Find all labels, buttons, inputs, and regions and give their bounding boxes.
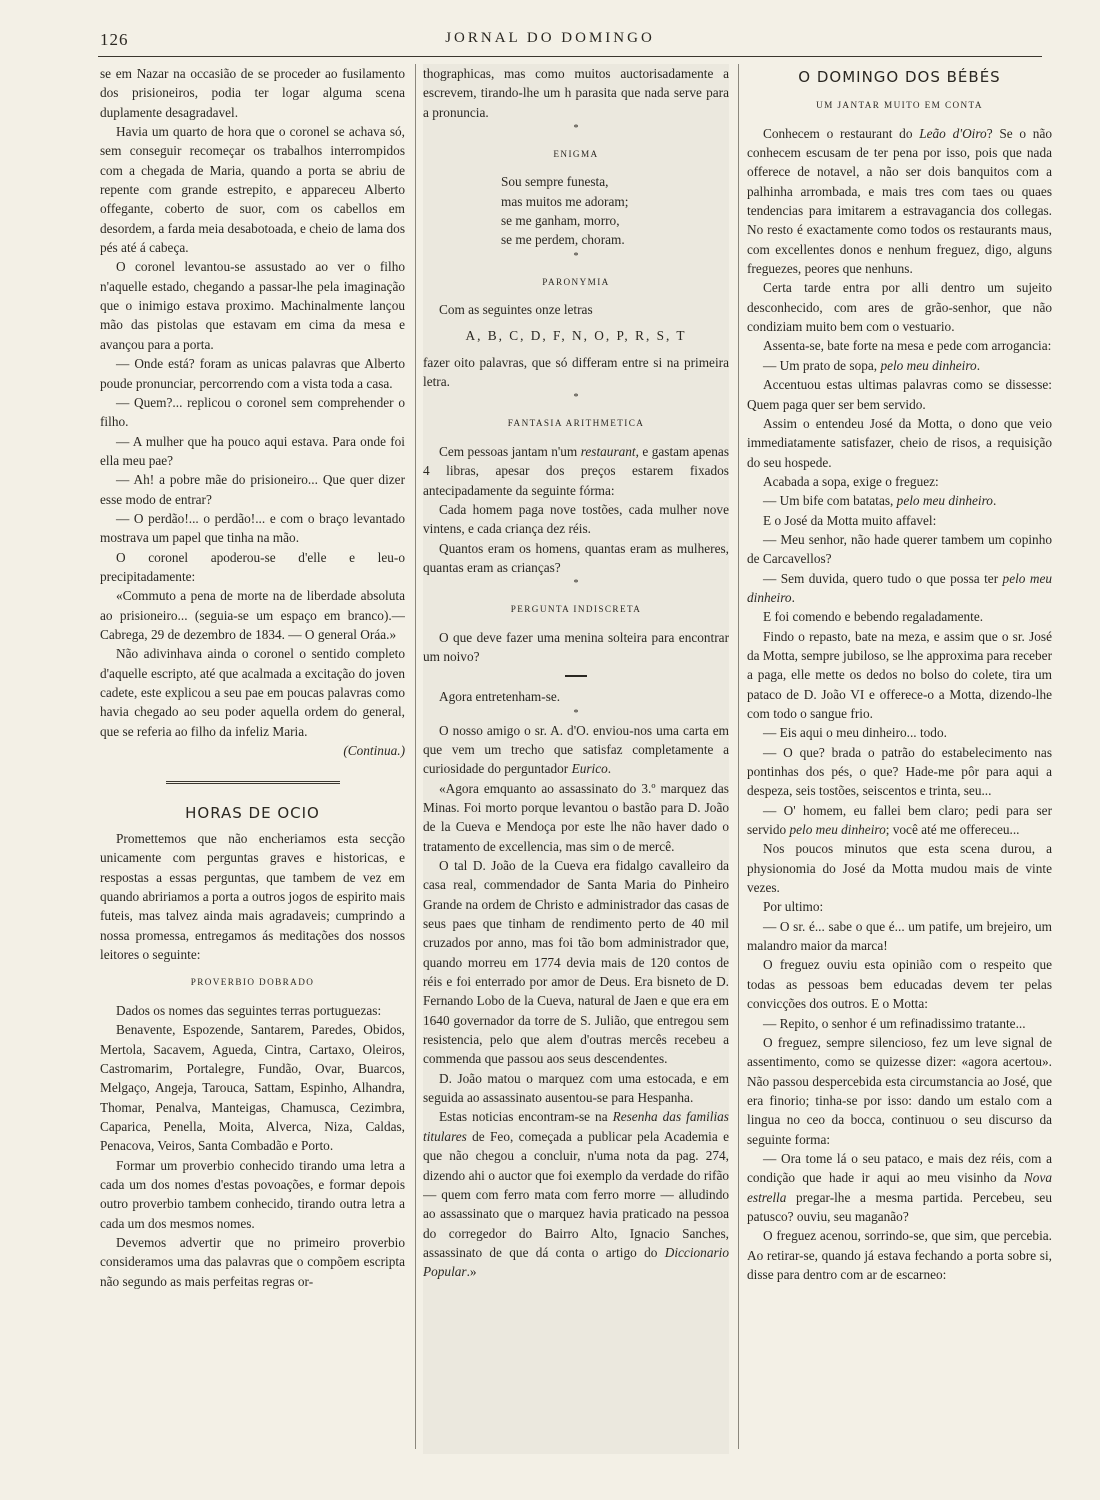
verse-line: se me ganham, morro,: [501, 213, 620, 229]
verse-line: Sou sempre funesta,: [501, 174, 609, 190]
story-paragraph: Certa tarde entra por alli dentro um sujeito desconhecido, com ares de grão-senhor, que não condiziam muito bem com o vestuario.: [747, 280, 1052, 335]
proverb-paragraph: Formar um proverbio conhecido tirando uma letra a cada um dos nomes d'estas povoações, e formar depois outro proverbio tambem conhecido, tirando outra letra a cada um dos mesmos nomes.: [100, 1157, 405, 1231]
running-header: JORNAL DO DOMINGO: [445, 30, 655, 46]
asterisk-separator: *: [573, 707, 579, 719]
story-paragraph: — Um bife com batatas, pelo meu dinheiro.: [763, 493, 997, 509]
story-paragraph: O freguez, sempre silencioso, fez um leve signal de assentimento, como se quizesse dizer: «agora acertou». Não passou despercebida esta circumstancia ao José, que era finorio; tinha-se por isso: dando um estalo com a lingua no ceo da bocca, continuou o seu discurso da seguinte forma:: [747, 1034, 1052, 1147]
puzzle-paragraph: Cem pessoas jantam n'um restaurant, e gastam apenas 4 libras, apesar dos preços estarem fixados antecipadamente da seguinte fórma:: [423, 443, 729, 498]
asterisk-separator: *: [573, 578, 579, 590]
story-paragraph: Assenta-se, bate forte na mesa e pede com arrogancia:: [763, 338, 1052, 354]
story-paragraph: — Ora tome lá o seu pataco, e mais dez réis, com a condição que hade ir aqui ao meu visinho da Nova estrella pregar-lhe a mesma partida. Percebeu, seu patusco? ouviu, seu maganão?: [747, 1150, 1052, 1224]
proverb-places: Benavente, Espozende, Santarem, Paredes, Obidos, Mertola, Sacavem, Agueda, Cintra, Cartaxo, Oleiros, Castromarim, Portalegre, Fundão, Ovar, Buarcos, Melgaço, Angeja, Tarouca, Sattam, Espinho, Alhandra, Thomar, Penalva, Manteigas, Chamusca, Cezimbra, Caparica, Penella, Moita, Alverca, Niza, Caldas, Penacova, Veiros, Santa Combadão e Porto.: [100, 1022, 405, 1154]
story-paragraph: Assim o entendeu José da Motta, o dono que veio immediatamente satisfazer, cheio de risos, a requisição do seu hospede.: [747, 415, 1052, 470]
story-paragraph: Findo o repasto, bate na meza, e assim que o sr. José da Motta, sempre jubiloso, se lhe approxima para receber a paga, elle mette os dedos no bolso do colete, tira um pataco de D. João VI e offerece-o a Motta, dizendo-lhe com todo o sangue frio.: [747, 628, 1052, 721]
asterisk-separator: *: [573, 250, 579, 262]
puzzle-paragraph: Com as seguintes onze letras: [439, 302, 593, 318]
story-paragraph: — O' homem, eu fallei bem claro; pedi para ser servido pelo meu dinheiro; você até me offereceu...: [747, 802, 1052, 838]
header-rule: [98, 56, 1042, 57]
verse-line: mas muitos me adoram;: [501, 193, 629, 209]
subheading-fantasia: FANTASIA ARITHMETICA: [507, 418, 645, 429]
story-paragraph: — Meu senhor, não hade querer tambem um copinho de Carcavellos?: [747, 531, 1052, 567]
section-intro: Promettemos que não encheriamos esta secção unicamente com perguntas graves e historicas, e respostas a essas perguntas, que tambem de vez em quando abririamos a porta a outros jogos de espirito mais futeis, mas talvez ainda mais agradaveis; cumprindo a nossa promessa, entregamos ás meditações dos nossos leitores o seguinte:: [100, 831, 405, 963]
letter-paragraph: «Agora emquanto ao assassinato do 3.º marquez das Minas. Foi morto porque levantou o bastão para D. João de la Cueva e Mendoça por este lhe não haver dado o tratamento de excellencia, mas sim o de mercê.: [423, 780, 729, 854]
story-paragraph: — Quem?... replicou o coronel sem comprehender o filho.: [100, 394, 405, 430]
story-paragraph: Conhecem o restaurant do Leão d'Oiro? Se o não conhecem escusam de ter pena por isso, pois que nada offerece de notavel, a não ser dois banquitos com a palhinha arrombada, e mais tres com taes ou quaes tendencias para imitarem a estravagancia dos collegas. No resto é exactamente como todos os restaurants maus, com excellentes donos e nenhum freguez, digo, alguns freguezes, peores que nenhuns.: [747, 125, 1052, 277]
puzzle-paragraph: O que deve fazer uma menina solteira para encontrar um noivo?: [423, 629, 729, 664]
letter-paragraph: D. João matou o marquez com uma estocada, e em seguida ao assassinato ausentou-se para Hespanha.: [423, 1070, 729, 1106]
letter-paragraph: O tal D. João de la Cueva era fidalgo cavalleiro da casa real, commendador de Santa Maria do Pinheiro Grande na ordem de Christo e administrador das casas de seus paes que tinham de rendimento perto de 40 mil cruzados por anno, mas foi tão bom administrador que, quando morreu em 1774 devia mais de 120 contos de réis e foi enterrado por amor de Deus. Era bisneto de D. Fernando Lobo de la Cueva, natural de Jaen e que era em 1640 governador da torre de S. Julião, que entregou sem resistencia, pelo que alem d'outras mercês recebeu a commenda que passou aos seus descendentes.: [423, 858, 729, 1067]
asterisk-separator: *: [573, 392, 579, 404]
story-paragraph: — Um prato de sopa, pelo meu dinheiro.: [763, 357, 981, 373]
story-paragraph: Nos poucos minutos que esta scena durou, a physionomia do José da Motta mudou mais de vinte vezes.: [747, 841, 1052, 896]
subheading-pergunta: PERGUNTA INDISCRETA: [510, 604, 642, 615]
story-paragraph: «Commuto a pena de morte na de liberdade absoluta ao prisioneiro... (seguia-se um espaço em branco).—Cabrega, 29 de dezembro de 1834. — O general Oráa.»: [100, 588, 405, 642]
subheading-paronymia: PARONYMIA: [542, 276, 610, 287]
section-title-domingo-dos-bebes: O DOMINGO DOS BÉBÉS: [798, 68, 1001, 86]
story-paragraph: — Onde está? foram as unicas palavras que Alberto poude pronunciar, percorrendo com a vista toda a casa.: [100, 356, 405, 391]
story-paragraph: — Eis aqui o meu dinheiro... todo.: [763, 725, 947, 741]
subheading-jantar: UM JANTAR MUITO EM CONTA: [816, 100, 983, 111]
letter-paragraph: O nosso amigo o sr. A. d'O. enviou-nos uma carta em que vem um trecho que satisfaz completamente a curiosidade do perguntador Eurico.: [423, 722, 729, 777]
story-paragraph: — Ah! a pobre mãe do prisioneiro... Que quer dizer esse modo de entrar?: [100, 472, 405, 507]
story-paragraph: Accentuou estas ultimas palavras como se dissesse: Quem paga quer ser bem servido.: [747, 377, 1052, 412]
letter-paragraph: Estas noticias encontram-se na Resenha das familias titulares de Feo, começada a publicar pela Academia e que não chegou a concluir, n'uma nota da pag. 274, dizendo ahi o auctor que foi exemplo da verdade do rifão — quem com ferro mata com ferro morre — alludindo ao assassinato que o marquez havia praticado na pessoa do corregedor do Bairro Alto, Ignacio Sanches, assassinato de que dá conta o artigo do Diccionario Popular.»: [423, 1109, 729, 1280]
story-paragraph: — O que? brada o patrão do estabelecimento nas pontinhas dos pés, o que? Hade-me pôr para aqui a despeza, seis tostões, seiscentos e trinta, seu...: [747, 744, 1052, 799]
verse-line: se me perdem, choram.: [501, 232, 625, 248]
subheading-enigma: ENIGMA: [553, 149, 599, 160]
story-paragraph: — A mulher que ha pouco aqui estava. Para onde foi ella meu pae?: [100, 433, 405, 468]
proverb-paragraph: Devemos advertir que no primeiro proverbio consideramos uma das palavras que o compõem escripta não segundo as mais perfeitas regras or-: [100, 1234, 405, 1289]
continua-note: (Continua.): [343, 743, 405, 759]
story-paragraph: — O sr. é... sabe o que é... um patife, um brejeiro, um malandro maior da marca!: [747, 918, 1052, 954]
puzzle-paragraph: Quantos eram os homens, quantas eram as mulheres, quantas eram as crianças?: [423, 540, 729, 575]
story-paragraph: O freguez acenou, sorrindo-se, que sim, que percebia. Ao retirar-se, quando já estava fechando a porta sobre si, disse para dentro com ar de escarneo:: [747, 1228, 1052, 1282]
page-number: 126: [100, 30, 129, 49]
puzzle-paragraph: Agora entretenham-se.: [439, 689, 561, 705]
puzzle-paragraph: Cada homem paga nove tostões, cada mulher nove vintens, e cada criança dez réis.: [423, 501, 729, 537]
story-paragraph: se em Nazar na occasião de se proceder ao fusilamento dos prisioneiros, podia ter logar alguma scena duplamente desagradavel.: [100, 66, 405, 120]
story-paragraph: O coronel levantou-se assustado ao ver o filho n'aquelle estado, chegando a passar-lhe pela imaginação que o inimigo estava proximo. Machinalmente lançou mão das pistolas que estavam em cima da mesa e avançou para a porta.: [100, 259, 405, 352]
proverb-paragraph: Dados os nomes das seguintes terras portuguezas:: [116, 1002, 382, 1018]
column-2: [423, 64, 729, 1454]
story-paragraph: — O perdão!... o perdão!... e com o braço levantado mostrava um papel que tinha na mão.: [100, 510, 405, 546]
story-paragraph: Por ultimo:: [763, 899, 824, 915]
story-paragraph: E o José da Motta muito affavel:: [763, 512, 937, 528]
story-paragraph: O coronel apoderou-se d'elle e leu-o precipitadamente:: [100, 549, 405, 584]
asterisk-separator: *: [573, 123, 579, 135]
story-paragraph: E foi comendo e bebendo regaladamente.: [763, 609, 984, 625]
subheading-proverbio: PROVERBIO DOBRADO: [190, 977, 315, 988]
column-1: [100, 64, 405, 1454]
story-paragraph: O freguez ouviu esta opinião com o respeito que todas as pessoas bem educadas devem ter pelas convicções dos outros. E o Motta:: [747, 957, 1052, 1012]
puzzle-paragraph: fazer oito palavras, que só differam entre si na primeira letra.: [423, 354, 729, 390]
section-separator: [100, 770, 405, 789]
story-paragraph: — Sem duvida, quero tudo o que possa ter pelo meu dinheiro.: [747, 570, 1052, 605]
story-paragraph: Não adivinhava ainda o coronel o sentido completo d'aquelle escripto, até que acalmada a excitação do joven cadete, este explicou a seu pae em poucas palavras como havia chegado ao seu poder aquella ordem do general, que se referia ao filho da infeliz Maria.: [100, 646, 405, 739]
dash-separator: [565, 675, 587, 677]
column-divider: [738, 64, 739, 1449]
story-paragraph: — Repito, o senhor é um refinadissimo tratante...: [763, 1015, 1026, 1031]
story-paragraph: Acabada a sopa, exige o freguez:: [763, 473, 939, 489]
puzzle-paragraph: thographicas, mas como muitos auctorisadamente a escrevem, tirando-lhe um h parasita que nada serve para a pronuncia.: [423, 66, 729, 120]
column-3: [747, 64, 1052, 1454]
column-divider: [415, 64, 416, 1449]
story-paragraph: Havia um quarto de hora que o coronel se achava só, sem conseguir recomeçar os trabalhos interrompidos com a chegada de Maria, quando a porta se abriu de repente com grande estrepito, e appareceu Alberto offegante, coberto de suor, com os cabellos em desordem, a farda meia desabotoada, e cheio de lama dos pés até á cabeça.: [100, 124, 405, 256]
section-title-horas-de-ocio: HORAS DE OCIO: [185, 803, 320, 822]
letters-list: A, B, C, D, F, N, O, P, R, S, T: [465, 328, 687, 344]
